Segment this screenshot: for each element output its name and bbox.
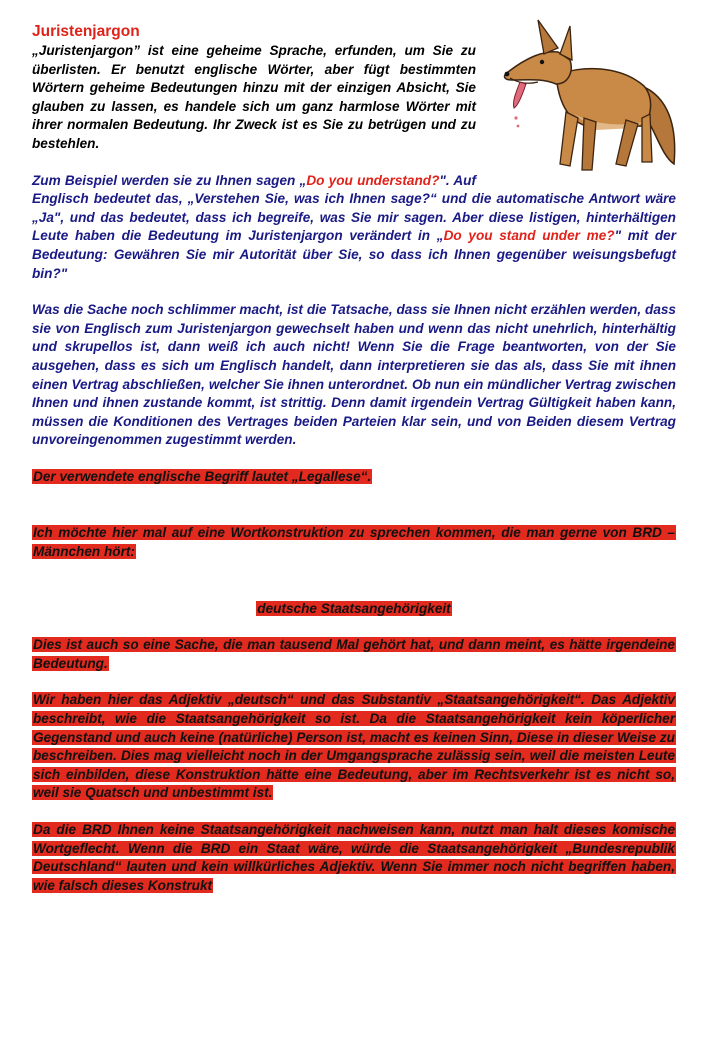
example-text-1: Zum Beispiel werden sie zu Ihnen sagen „ [32, 172, 307, 188]
adjective-text: Wir haben hier das Adjektiv „deutsch“ und das Substantiv „Staatsangehörigkeit“. Das Adjektiv beschreibt, wie die Staatsangehörigkeit so ist. Da die Staatsangehörigkeit kein köperlicher Gegenstand und auch keine (natürliche) Person ist, macht es keinen Sinn, Diese in dieser Weise zu beschreiben. Dies mag vielleicht noch in der Umgangsprache zulässig sein, weil die meisten Leute sich einbilden, diese Konstruktion hätte eine Bedeutung, aber im Rechtsverkehr ist es nicht so, weil sie Quatsch und unbestimmt ist. [33, 692, 675, 801]
example-text-3: " mit der Bedeutung: Gewähren Sie mir Autorität über Sie, so dass ich Ihnen gegenüber weisungsbefugt bin?" [32, 228, 676, 281]
brd-text: Da die BRD Ihnen keine Staatsangehörigkeit nachweisen kann, nutzt man halt dieses komische Wortgeflecht. Wenn die BRD ein Staat wäre, würde die Staatsangehörigkeit „Bundesrepublik Deutschland“ lauten und kein willkürliches Adjektiv. Wenn Sie immer noch nicht begriffen haben, wie falsch dieses Konstrukt [33, 822, 675, 893]
example-text-2: ". Auf Englisch bedeutet das, „Verstehen Sie, was ich Ihnen sage?“ und die automatische Antwort wäre „Ja", und das bedeutet, dass ich begreife, was Sie mir sagen. Aber diese listigen, hinterhältigen Leute haben die Bedeutung im Juristenjargon verändert in „ [32, 172, 676, 244]
document-page [32, 22, 676, 895]
adjective-paragraph [32, 691, 676, 803]
legalese-text: Der verwendete englische Begriff lautet „Legallese“. [33, 468, 372, 484]
phrase-do-you-stand-under-me: Do you stand under me? [443, 228, 615, 244]
intro-paragraph: „Juristenjargon” ist eine geheime Sprache, erfunden, um Sie zu überlisten. Er benutzt englische Wörter, aber fügt bestimmten Wörtern geheime Bedeutungen hinzu mit der einzigen Absicht, Sie glauben zu lassen, es handele sich um ganz harmlose Wörter mit ihrer normalen Bedeutung. Ihr Zweck ist es Sie zu betrügen und zu bestehlen. [32, 43, 476, 151]
construction-paragraph [32, 524, 676, 561]
thing-text: Dies ist auch so eine Sache, die man tausend Mal gehört hat, und dann meint, es hätte irgendeine Bedeutung. [33, 637, 675, 671]
example-paragraph [32, 172, 676, 284]
fox-illustration [486, 14, 682, 174]
page-title: Juristenjargon [32, 23, 140, 40]
worse-paragraph: Was die Sache noch schlimmer macht, ist die Tatsache, dass sie Ihnen nicht erzählen werden, dass sie von Englisch zum Juristenjargon gewechselt haben und wenn das nicht unehrlich, hinterhältig und skrupellos ist, dann weiß ich auch nicht! Wenn Sie die Frage beantworten, von der Sie ausgehen, dass es sich um Englisch handelt, dann interpretieren sie das als, dass Sie mit ihnen einen Vertrag abschließen, welcher Sie ihnen unterordnet. Ob nun ein mündlicher Vertrag zwischen Ihnen und ihnen zustande kommt, ist strittig. Denn damit irgendein Vertrag Gültigkeit haben kann, müssen die Konditionen des Vertrages beiden Parteien klar sein, und von Beiden diesem Vertrag unvoreingenommen zugestimmt werden. [32, 302, 676, 448]
brd-paragraph [32, 821, 676, 895]
section-heading-text: deutsche Staatsangehörigkeit [257, 600, 451, 616]
construction-text: Ich möchte hier mal auf eine Wortkonstruktion zu sprechen kommen, die man gerne von BRD – Männchen hört: [33, 525, 675, 560]
section-heading [32, 600, 676, 619]
legalese-paragraph [32, 468, 676, 487]
phrase-do-you-understand: Do you understand? [306, 172, 440, 188]
thing-paragraph [32, 636, 676, 673]
